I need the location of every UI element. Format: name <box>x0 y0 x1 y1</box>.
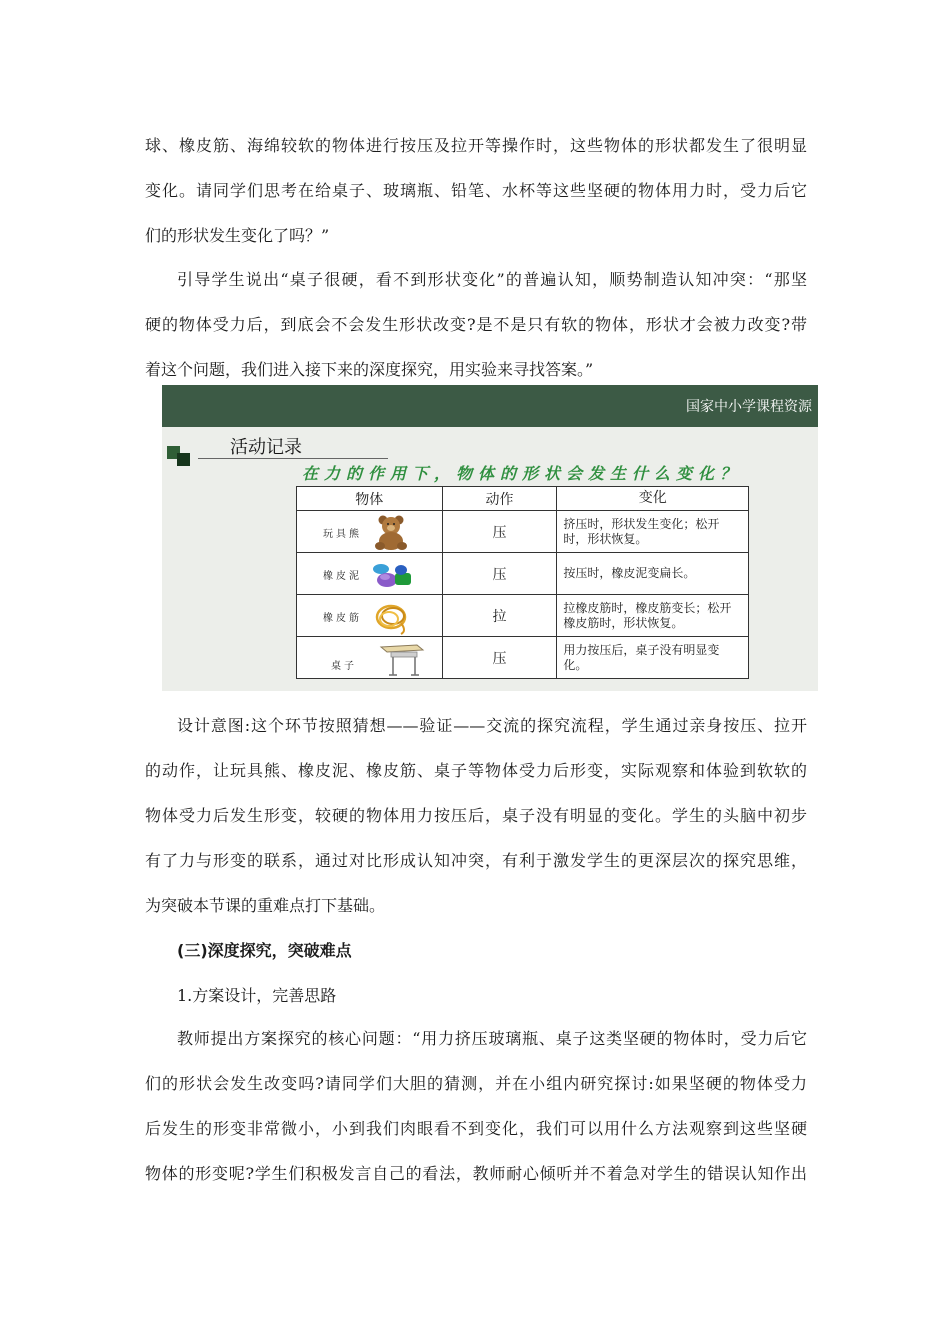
column-header: 物体 <box>297 487 443 511</box>
text-line: 引导学生说出“桌子很硬，看不到形状变化”的普遍认知，顺势制造认知冲突：“那坚 <box>177 270 807 289</box>
change-cell: 按压时，橡皮泥变扁长。 <box>557 553 749 595</box>
text-line: 物体的形变呢?学生们积极发言自己的看法，教师耐心倾听并不着急对学生的错误认知作出 <box>145 1164 807 1183</box>
activity-record-table <box>296 486 749 679</box>
slide-title: 活动记录 <box>230 437 302 458</box>
desk-icon <box>377 639 429 677</box>
text-line: 为突破本节课的重难点打下基础。 <box>145 896 386 915</box>
title-underline <box>198 458 388 459</box>
text-line: 硬的物体受力后，到底会不会发生形状改变?是不是只有软的物体，形状才会被力改变?带 <box>145 315 807 334</box>
text-line: 们的形状会发生改变吗?请同学们大胆的猜测，并在小组内研究探讨:如果坚硬的物体受力 <box>145 1074 807 1093</box>
object-name: 橡皮泥 <box>323 571 362 582</box>
text-line: 球、橡皮筋、海绵较软的物体进行按压及拉开等操作时，这些物体的形状都发生了很明显 <box>145 136 807 155</box>
action-cell: 拉 <box>442 595 557 637</box>
text-line: 着这个问题，我们进入接下来的深度探究，用实验来寻找答案。” <box>145 360 594 379</box>
paragraph-3 <box>145 703 807 928</box>
text-line: 们的形状发生变化了吗？” <box>145 226 330 245</box>
table-row <box>297 637 749 679</box>
text-line: 后发生的形变非常微小，小到我们肉眼看不到变化，我们可以用什么方法观察到这些坚硬 <box>145 1119 807 1138</box>
brand-label: 国家中小学课程资源 <box>686 399 812 415</box>
text-line: 有了力与形变的联系，通过对比形成认知冲突，有利于激发学生的更深层次的探究思维， <box>145 851 807 870</box>
action-cell: 压 <box>442 511 557 553</box>
paragraph-1 <box>145 123 807 258</box>
teddy-bear-icon <box>367 513 419 551</box>
change-cell: 挤压时，形状发生变化；松开时，形状恢复。 <box>557 511 749 553</box>
paragraph-2 <box>145 257 807 392</box>
text-line: 教师提出方案探究的核心问题：“用力挤压玻璃瓶、桌子这类坚硬的物体时，受力后它 <box>177 1029 807 1048</box>
object-name: 橡皮筋 <box>323 613 362 624</box>
table-row <box>297 511 749 553</box>
rubber-band-icon <box>367 597 419 635</box>
activity-record-slide <box>162 385 818 691</box>
text-line: 设计意图:这个环节按照猜想——验证——交流的探究流程，学生通过亲身按压、拉开 <box>177 716 807 735</box>
decor-square-icon <box>177 453 190 466</box>
table-row <box>297 595 749 637</box>
slide-header-bar <box>162 385 818 427</box>
slide-question: 在力的作用下，物体的形状会发生什么变化？ <box>302 464 743 483</box>
table-header-row <box>297 487 749 511</box>
action-cell: 压 <box>442 637 557 679</box>
action-cell: 压 <box>442 553 557 595</box>
section-heading: (三)深度探究，突破难点 <box>177 941 352 960</box>
text-line: 变化。请同学们思考在给桌子、玻璃瓶、铅笔、水杯等这些坚硬的物体用力时，受力后它 <box>145 181 807 200</box>
text-line: 物体受力后发生形变，较硬的物体用力按压后，桌子没有明显的变化。学生的头脑中初步 <box>145 806 807 825</box>
clay-icon <box>367 555 419 593</box>
text-line: 的动作，让玩具熊、橡皮泥、橡皮筋、桌子等物体受力后形变，实际观察和体验到软软的 <box>145 761 807 780</box>
column-header: 变化 <box>557 487 749 511</box>
column-header: 动作 <box>442 487 557 511</box>
paragraph-4 <box>145 1016 807 1196</box>
object-name: 玩具熊 <box>323 529 362 540</box>
table-row <box>297 553 749 595</box>
change-cell: 拉橡皮筋时，橡皮筋变长；松开橡皮筋时，形状恢复。 <box>557 595 749 637</box>
object-name: 桌子 <box>331 661 357 672</box>
subsection-heading: 1.方案设计，完善思路 <box>177 986 337 1005</box>
change-cell: 用力按压后，桌子没有明显变化。 <box>557 637 749 679</box>
